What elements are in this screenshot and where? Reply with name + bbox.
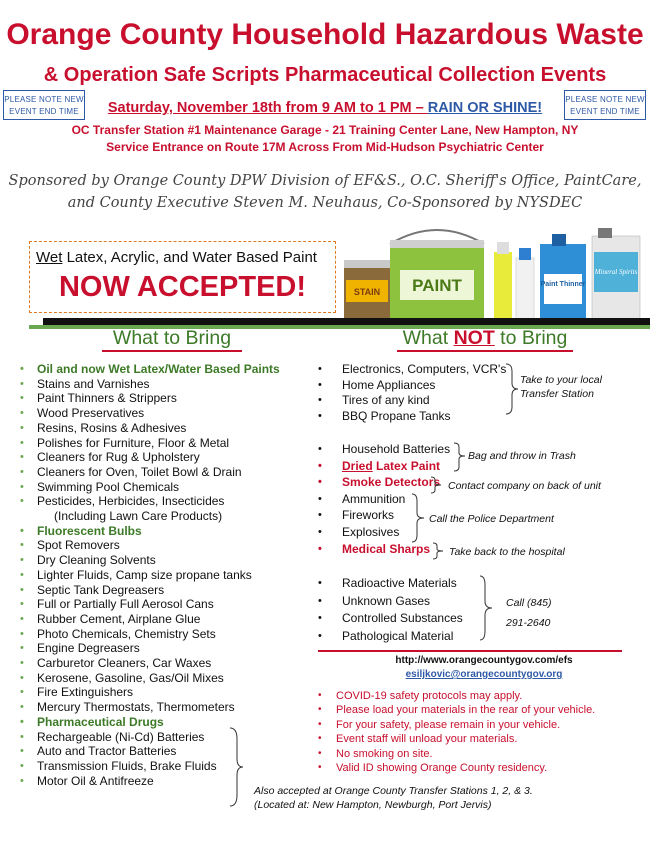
bullet-icon: • — [20, 480, 24, 493]
safety-note-item: • Event staff will unload your materials. — [318, 733, 518, 746]
brace-police — [411, 493, 425, 543]
bullet-icon: • — [20, 363, 24, 375]
bullet-icon: • — [318, 612, 322, 624]
bring-list-item: • Auto and Tractor Batteries — [20, 744, 177, 759]
bring-list-item: • Carburetor Cleaners, Car Waxes — [20, 656, 212, 671]
bullet-icon: • — [20, 583, 24, 596]
not-bring-item: • Tires of any kind — [318, 393, 430, 407]
bullet-icon: • — [318, 690, 322, 701]
not-bring-item: • Fireworks — [318, 508, 395, 523]
end-time-note-right: PLEASE NOTE NEW EVENT END TIME — [564, 90, 646, 120]
sponsor-line-1: Sponsored by Orange County DPW Division of EF&S., O.C. Sheriff's Office, PaintCare, — [8, 173, 642, 189]
note-call: Call (845) 291-2640 — [506, 597, 552, 629]
not-bring-item: • Explosives — [318, 524, 400, 539]
page-title: Orange County Household Hazardous Waste — [6, 18, 644, 51]
bullet-icon: • — [20, 612, 24, 625]
bullet-icon: • — [20, 642, 24, 655]
bring-list-item: • Pesticides, Herbicides, Insecticides — [20, 494, 225, 509]
bring-list-item: • Rechargeable (Ni-Cd) Batteries — [20, 729, 205, 744]
end-time-note-left: PLEASE NOTE NEW EVENT END TIME — [3, 90, 85, 120]
bring-list-item: • Fire Extinguishers — [20, 685, 134, 700]
bullet-icon: • — [318, 594, 322, 607]
bring-list-item: • Rubber Cement, Airplane Glue — [20, 611, 201, 626]
not-bring-item: • Ammunition — [318, 491, 406, 506]
bring-list-item: • Engine Degreasers — [20, 641, 140, 656]
safety-note-item: • No smoking on site. — [318, 747, 433, 760]
not-bring-group-special — [318, 441, 450, 557]
note-company: Contact company on back of unit — [448, 480, 601, 492]
spray-can-icon — [494, 242, 534, 320]
sponsor-line-2: and County Executive Steven M. Neuhaus, Co-Sponsored by NYSDEC — [67, 195, 583, 211]
bring-list-item: • Photo Chemicals, Chemistry Sets — [20, 626, 216, 641]
bullet-icon: • — [20, 407, 24, 420]
bullet-icon: • — [318, 525, 322, 538]
now-accepted-label: NOW ACCEPTED! — [58, 271, 307, 303]
page-subtitle: & Operation Safe Scripts Pharmaceutical Collection Events — [43, 64, 607, 86]
not-bring-group-call — [318, 575, 463, 645]
bullet-icon: • — [318, 459, 322, 472]
what-to-bring-heading: What to Bring — [102, 326, 242, 352]
bullet-icon: • — [20, 715, 24, 728]
not-bring-item: • Unknown Gases — [318, 593, 463, 611]
svg-text:PAINT: PAINT — [412, 276, 462, 295]
bullet-icon: • — [20, 568, 24, 581]
bullet-icon: • — [20, 686, 24, 699]
bring-list-item: • Cleaners for Rug & Upholstery — [20, 450, 200, 465]
bullet-icon: • — [318, 718, 322, 730]
brace-company — [430, 476, 442, 494]
bullet-icon: • — [318, 443, 322, 455]
not-bring-item: • Home Appliances — [318, 377, 436, 392]
bullet-icon: • — [20, 451, 24, 464]
bring-list — [20, 362, 320, 788]
bullet-icon: • — [20, 598, 24, 611]
bring-list-item: • Fluorescent Bulbs — [20, 523, 142, 538]
bullet-icon: • — [20, 730, 24, 743]
bring-list-item: • Lighter Fluids, Camp size propane tanks — [20, 567, 252, 582]
brace-transfer — [505, 363, 519, 415]
not-bring-item-text: Dried Latex Paint — [342, 458, 441, 473]
not-bring-item: • Pathological Material — [318, 628, 463, 646]
bring-list-item: • Stains and Varnishes — [20, 376, 150, 391]
bullet-icon: • — [318, 704, 322, 716]
bullet-icon: • — [20, 671, 24, 684]
bullet-icon: • — [20, 539, 24, 552]
bullet-icon: • — [318, 509, 322, 522]
email-link[interactable]: esiljkovic@orangecountygov.org — [405, 669, 563, 680]
bullet-icon: • — [318, 492, 322, 505]
not-bring-item: • Medical Sharps — [318, 541, 431, 556]
not-bring-item — [318, 458, 450, 475]
bring-list-item: • Motor Oil & Antifreeze — [20, 773, 154, 788]
bring-list-item: • Wood Preservatives — [20, 406, 145, 421]
note-transfer: Take to your local Transfer Station — [520, 374, 602, 400]
svg-text:STAIN: STAIN — [353, 287, 381, 297]
paint-thinner-icon — [540, 234, 586, 320]
safety-note-item: • Please load your materials in the rear of your vehicle. — [318, 704, 596, 717]
bullet-icon: • — [318, 762, 322, 774]
bullet-icon: • — [318, 378, 322, 391]
brace-call — [479, 575, 493, 641]
paint-accepted-line: Wet Latex, Acrylic, and Water Based Paint — [36, 249, 317, 266]
safety-note-item: • For your safety, please remain in your vehicle. — [318, 718, 561, 731]
event-entrance: Service Entrance on Route 17M Across From Mid-Hudson Psychiatric Center — [106, 140, 544, 154]
bullet-icon: • — [20, 701, 24, 714]
not-bring-item: • BBQ Propane Tanks — [318, 408, 451, 423]
bullet-icon: • — [20, 436, 24, 449]
svg-text:Mineral Spirits: Mineral Spirits — [594, 268, 638, 276]
bring-list-item: • Dry Cleaning Solvents — [20, 553, 156, 568]
note-police: Call the Police Department — [429, 513, 554, 525]
bullet-icon: • — [318, 542, 322, 555]
bring-list-item: • Kerosene, Gasoline, Gas/Oil Mixes — [20, 670, 224, 685]
safety-note-item: • Valid ID showing Orange County residency. — [318, 762, 548, 775]
svg-text:Paint Thinner: Paint Thinner — [540, 281, 586, 288]
bullet-icon: • — [20, 392, 24, 405]
bring-list-item: • Spot Removers — [20, 538, 120, 553]
bullet-icon: • — [318, 747, 322, 759]
safety-note-item: • COVID-19 safety protocols may apply. — [318, 690, 523, 702]
bullet-icon: • — [20, 745, 24, 758]
what-not-to-bring-heading: What NOT to Bring — [397, 326, 573, 352]
note-hospital: Take back to the hospital — [449, 546, 565, 558]
note-trash: Bag and throw in Trash — [468, 450, 576, 462]
bring-list-item: • Mercury Thermostats, Thermometers — [20, 700, 235, 715]
not-bring-item: • Electronics, Computers, VCR's — [318, 362, 507, 376]
bullet-icon: • — [318, 363, 322, 375]
bullet-icon: • — [318, 629, 322, 642]
event-date: Saturday, November 18th from 9 AM to 1 PM – RAIN OR SHINE! — [107, 100, 543, 116]
bring-list-item: • Resins, Rosins & Adhesives — [20, 420, 187, 435]
mineral-spirits-icon — [592, 228, 640, 320]
not-bring-item: • Radioactive Materials — [318, 575, 463, 593]
bullet-icon: • — [20, 465, 24, 478]
paint-can-icon — [390, 230, 484, 320]
not-bring-item: • Controlled Substances — [318, 610, 463, 628]
bring-list-item: • Cleaners for Oven, Toilet Bowl & Drain — [20, 464, 242, 479]
stain-can-icon — [344, 260, 390, 320]
brace-trash — [453, 442, 467, 472]
section-divider — [43, 318, 650, 325]
safety-notes-list — [318, 689, 595, 775]
bring-list-item: • Swimming Pool Chemicals — [20, 479, 180, 494]
contact-divider — [318, 650, 622, 652]
bullet-icon: • — [318, 394, 322, 406]
bring-list-item: (Including Lawn Care Products) — [54, 509, 223, 524]
event-location: OC Transfer Station #1 Maintenance Garage - 21 Training Center Lane, New Hampton, NY — [71, 123, 579, 137]
brace-hospital — [432, 542, 444, 560]
bullet-icon: • — [318, 577, 322, 589]
bring-list-item: • Pharmaceutical Drugs — [20, 714, 164, 729]
bring-list-item: • Paint Thinners & Strippers — [20, 391, 177, 406]
bring-list-item: • Oil and now Wet Latex/Water Based Paints — [20, 362, 280, 376]
brace-also-accepted — [229, 727, 249, 807]
bring-list-item: • Transmission Fluids, Brake Fluids — [20, 758, 217, 773]
bullet-icon: • — [318, 409, 322, 422]
bullet-icon: • — [20, 524, 24, 537]
not-bring-item: • Household Batteries — [318, 442, 451, 456]
also-accepted-note: Also accepted at Orange County Transfer Stations 1, 2, & 3. (Located at: New Hampton, Newburgh, Port Jervis) — [254, 785, 533, 811]
not-bring-item: • Smoke Detectors — [318, 475, 441, 490]
bullet-icon: • — [318, 733, 322, 745]
bring-list-item: • Polishes for Furniture, Floor & Metal — [20, 435, 230, 450]
bullet-icon: • — [318, 476, 322, 489]
bullet-icon: • — [20, 377, 24, 390]
bullet-icon: • — [20, 774, 24, 787]
bullet-icon: • — [20, 495, 24, 508]
not-bring-group-transfer — [318, 362, 506, 424]
bullet-icon: • — [20, 421, 24, 434]
contact-block — [318, 654, 650, 682]
bullet-icon: • — [20, 554, 24, 567]
bullet-icon: • — [20, 759, 24, 772]
bullet-icon: • — [20, 657, 24, 670]
bring-list-item: • Septic Tank Degreasers — [20, 582, 165, 597]
website-text: http://www.orangecountygov.com/efs — [395, 655, 573, 666]
bring-list-item: • Full or Partially Full Aerosol Cans — [20, 597, 214, 612]
bullet-icon: • — [20, 627, 24, 640]
paint-products-image — [342, 222, 642, 322]
